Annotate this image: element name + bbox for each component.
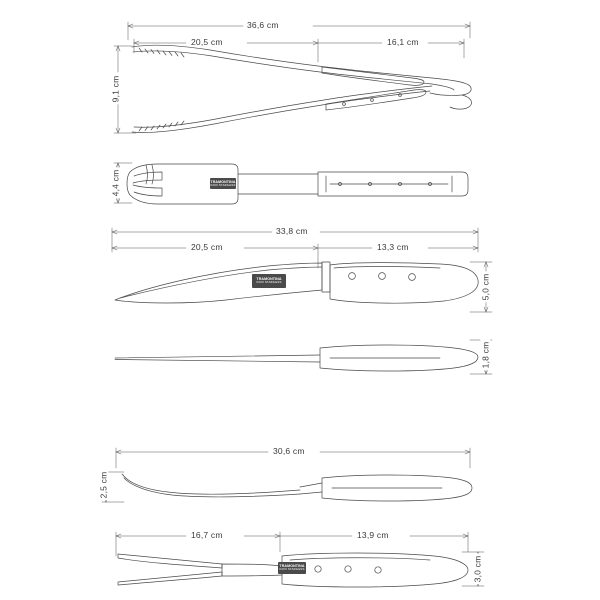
brand-logo-fork xyxy=(278,562,306,574)
dim-knife-thickness: 1,8 cm xyxy=(480,341,491,369)
dim-tongs-arm: 20,5 cm xyxy=(191,37,223,47)
dim-knife-blade: 20,5 cm xyxy=(191,242,223,252)
brand-name: TRAMONTINA xyxy=(210,179,236,184)
dim-knife-handle: 13,3 cm xyxy=(377,242,409,252)
dim-fork-height: 3,0 cm xyxy=(472,555,483,583)
brand-logo-tongs-top xyxy=(210,178,236,189)
brand-sub: INOX STAINLESS xyxy=(210,182,236,187)
dim-tongs-handle: 16,1 cm xyxy=(387,37,419,47)
dim-knife-height: 5,0 cm xyxy=(480,273,491,301)
brand-logo-knife xyxy=(252,274,286,288)
brand-sub: INOX STAINLESS xyxy=(256,280,282,285)
dim-fork-thickness: 2,5 cm xyxy=(98,471,109,499)
dim-fork-tines: 16,7 cm xyxy=(191,530,223,540)
brand-sub: INOX STAINLESS xyxy=(279,567,305,572)
dim-tongs-height: 9,1 cm xyxy=(110,75,121,103)
dim-fork-handle: 13,9 cm xyxy=(357,530,389,540)
dim-tongs-top-width: 4,4 cm xyxy=(110,169,121,197)
brand-name: TRAMONTINA xyxy=(279,564,305,569)
dim-fork-total: 30,6 cm xyxy=(273,446,305,456)
dim-tongs-total: 36,6 cm xyxy=(247,20,279,30)
brand-name: TRAMONTINA xyxy=(256,277,282,282)
dim-knife-total: 33,8 cm xyxy=(276,226,308,236)
